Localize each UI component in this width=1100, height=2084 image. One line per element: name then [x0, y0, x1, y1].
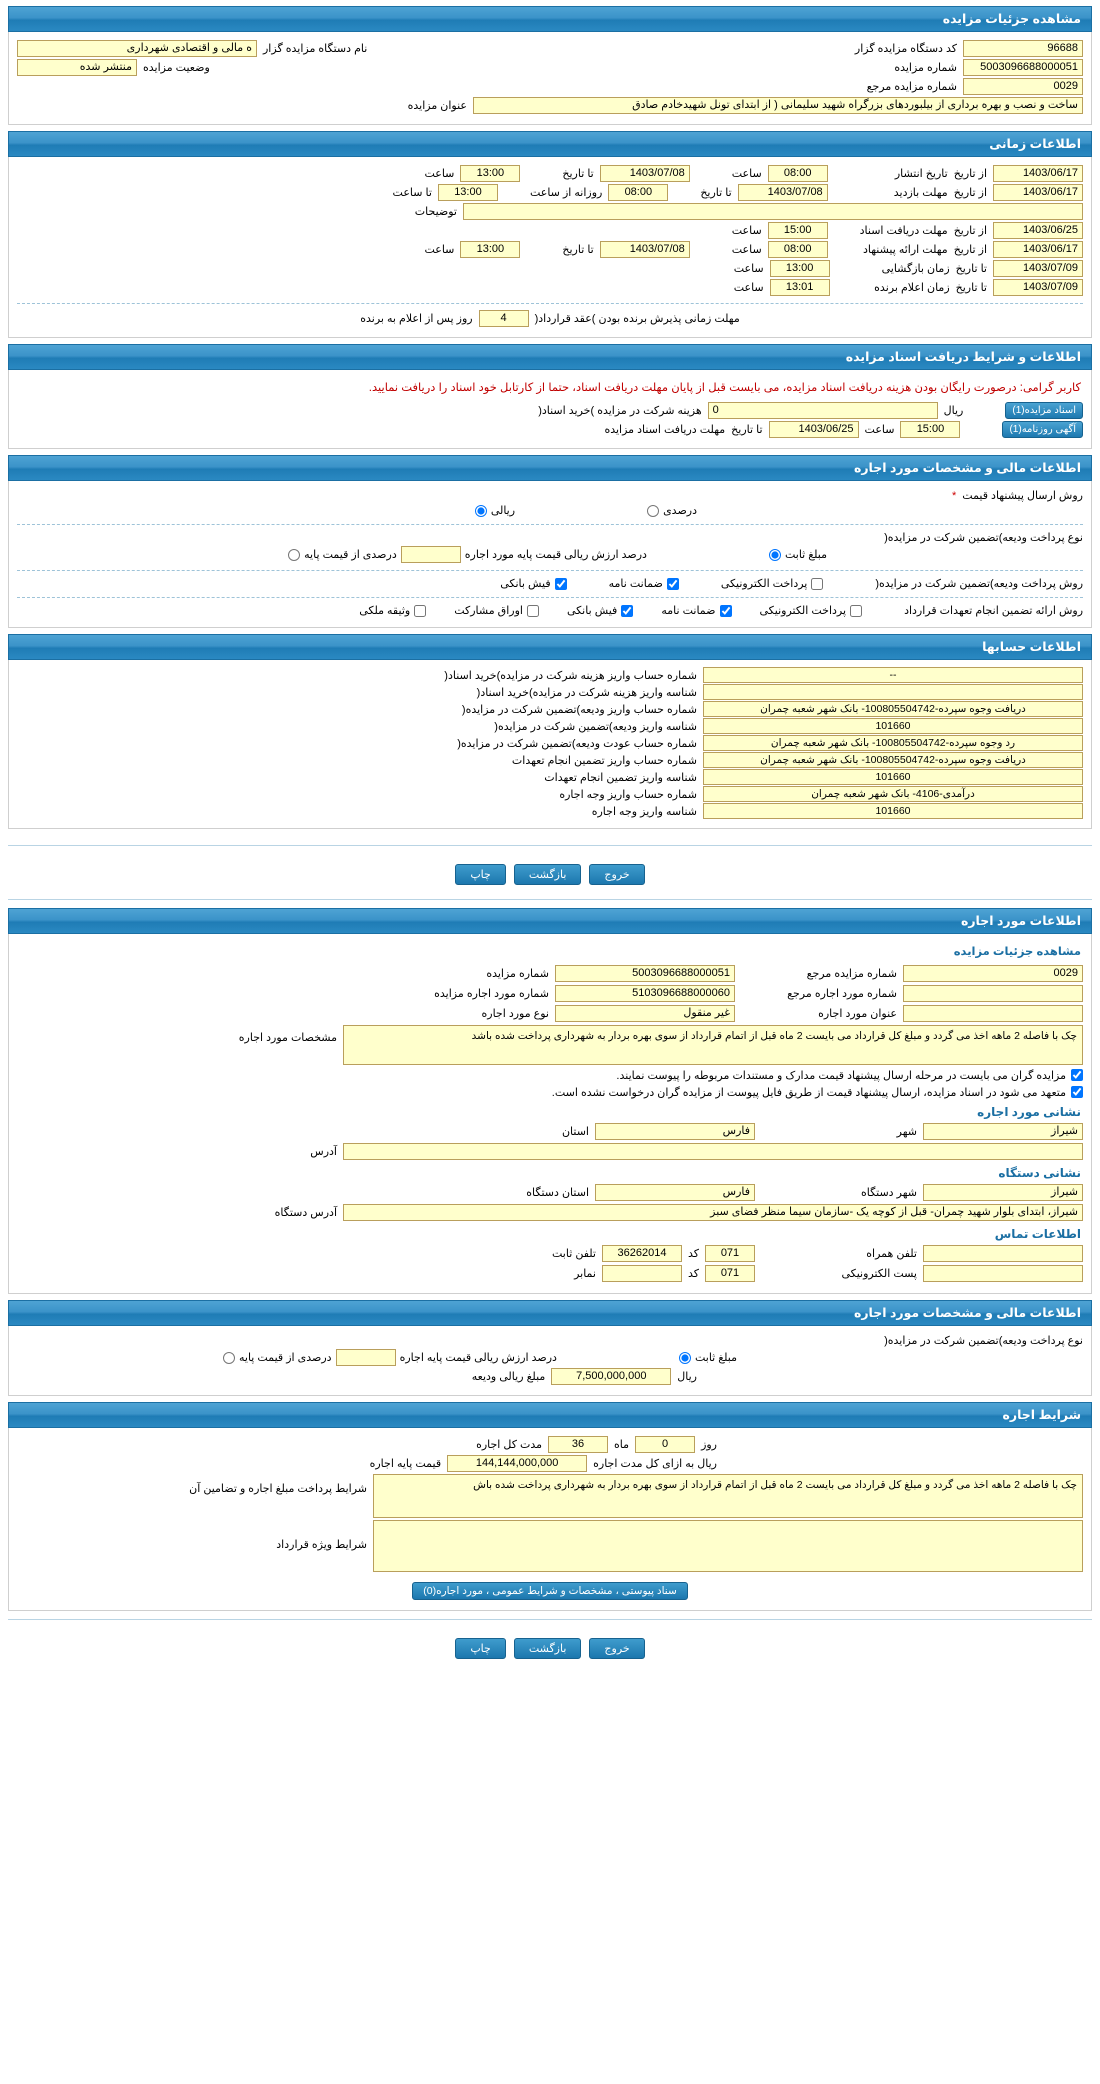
phone-code-label: کد — [687, 1248, 699, 1260]
offer-from-date[interactable]: 1403/06/17 — [993, 241, 1083, 258]
deposit-amount-value[interactable]: 7,500,000,000 — [551, 1368, 671, 1385]
g-bankslip-label: فیش بانکی — [566, 605, 618, 617]
org-province-value[interactable]: فارس — [595, 1184, 755, 1201]
visit-daily-from[interactable]: 08:00 — [608, 184, 668, 201]
row-visit — [17, 184, 1083, 201]
percent2-base-value[interactable] — [336, 1349, 396, 1366]
section-header-rent-terms: شرایط اجاره — [8, 1402, 1092, 1428]
accept-label-pre: مهلت زمانی پذیرش برنده بودن )عقد قرارداد( — [534, 313, 740, 325]
email-value[interactable] — [923, 1265, 1083, 1282]
months-value[interactable]: 36 — [548, 1436, 608, 1453]
g-deed-label: وثیقه ملکی — [359, 605, 411, 617]
winner-date-label: تا تاریخ — [955, 282, 987, 294]
visit-daily-to[interactable]: 13:00 — [438, 184, 498, 201]
open-date-label: تا تاریخ — [955, 263, 987, 275]
checkbox-pay-electronic[interactable] — [811, 578, 823, 590]
offer-label: مهلت ارائه پیشنهاد — [862, 244, 948, 256]
days-unit-label: روز — [701, 1439, 717, 1451]
publish-to-hour[interactable]: 13:00 — [460, 165, 520, 182]
visit-from-label: از تاریخ — [953, 187, 987, 199]
visit-from-date[interactable]: 1403/06/17 — [993, 184, 1083, 201]
rent-subtitle: مشاهده جزئیات مزایده — [953, 946, 1081, 958]
account-row — [17, 752, 1083, 768]
rent-addr-value[interactable] — [343, 1143, 1083, 1160]
row-deposit-options — [17, 546, 1083, 563]
docs-currency: ریال — [943, 405, 964, 417]
account-row — [17, 803, 1083, 819]
account-value[interactable]: دریافت وجوه سپرده-100805504742- بانک شهر شعبه چمران — [703, 752, 1083, 768]
divider — [8, 1619, 1092, 1620]
account-value[interactable]: -- — [703, 667, 1083, 683]
row-rent-address — [17, 1123, 1083, 1140]
checkbox-g-bankslip[interactable] — [621, 605, 633, 617]
publish-from-hour[interactable]: 08:00 — [768, 165, 828, 182]
account-label: شناسه واریز ودیعه)تضمین شرکت در مزایده( — [494, 720, 697, 733]
option-pay-guarantee[interactable] — [609, 577, 679, 590]
rent-province-label: استان — [561, 1126, 589, 1138]
phone-label: تلفن ثابت — [552, 1248, 596, 1260]
row-docs-deadline — [17, 421, 1083, 438]
option-g-electronic[interactable] — [760, 604, 863, 617]
offer-hour-label: ساعت — [731, 244, 762, 256]
email-label: پست الکترونیکی — [841, 1268, 917, 1280]
rent-title-value[interactable] — [903, 1005, 1083, 1022]
offer-to-date[interactable]: 1403/07/08 — [600, 241, 690, 258]
rent-ref-value[interactable] — [903, 985, 1083, 1002]
row-guarantee-method — [17, 604, 1083, 617]
visit-daily-to-label: تا ساعت — [392, 187, 432, 199]
rent-province-value[interactable]: فارس — [595, 1123, 755, 1140]
row-rent-addr — [17, 1143, 1083, 1160]
newspaper-ads-button[interactable]: آگهی روزنامه(1) — [1002, 421, 1083, 438]
percent-base-value[interactable] — [401, 546, 461, 563]
winner-hour[interactable]: 13:01 — [770, 279, 830, 296]
rent-type-value[interactable]: غیر منقول — [555, 1005, 735, 1022]
docs-warning: کاربر گرامی: درصورت رایگان بودن هزینه دریافت اسناد مزایده، می بایست قبل از پایان مهلت دریافت اسناد، حتما از کارتابل خود اسناد را دریافت نمایید. — [368, 382, 1081, 394]
auction-title-label: عنوان مزایده — [407, 100, 467, 112]
print-button-bottom[interactable]: چاپ — [455, 1638, 506, 1659]
mobile-value[interactable] — [923, 1245, 1083, 1262]
publish-to-hour-label: ساعت — [424, 168, 455, 180]
special-terms-label: شرایط ویژه قرارداد — [276, 1539, 367, 1551]
fax-value[interactable] — [602, 1265, 682, 1282]
visit-to-date[interactable]: 1403/07/08 — [738, 184, 828, 201]
publish-from-label: از تاریخ — [953, 168, 987, 180]
deposit2-type-label: نوع پرداخت ودیعه)تضمین شرکت در مزایده( — [884, 1335, 1083, 1347]
docs-cost-label: هزینه شرکت در مزایده )خرید اسناد( — [538, 405, 702, 417]
account-row — [17, 718, 1083, 734]
checkbox-g-electronic[interactable] — [850, 605, 862, 617]
publish-to-date[interactable]: 1403/07/08 — [600, 165, 690, 182]
desc-value[interactable] — [463, 203, 1083, 220]
financial-panel — [8, 481, 1092, 628]
rent-city-label: شهر — [896, 1126, 917, 1138]
option-g-guarantee[interactable] — [661, 604, 731, 617]
option-fixed-amount[interactable] — [769, 548, 827, 561]
row-org-address — [17, 1184, 1083, 1201]
rent-panel — [8, 934, 1092, 1294]
option-percent-base[interactable] — [288, 546, 647, 563]
fax-code-label: کد — [687, 1268, 699, 1280]
row-rent-type — [17, 1005, 1083, 1022]
account-row — [17, 786, 1083, 802]
doc-receive-hour-label: ساعت — [731, 225, 762, 237]
open-hour[interactable]: 13:00 — [770, 260, 830, 277]
status-label: وضعیت مزایده — [143, 62, 210, 74]
winner-hour-label: ساعت — [733, 282, 764, 294]
account-value[interactable] — [703, 684, 1083, 700]
account-row — [17, 769, 1083, 785]
account-label: شماره حساب عودت ودیعه)تضمین شرکت در مزایده( — [457, 737, 697, 750]
account-label: شماره حساب واریز هزینه شرکت در مزایده)خرید اسناد( — [444, 669, 697, 682]
rent-auction-no-label: شماره مزایده — [486, 968, 549, 980]
radio2-percent-base[interactable] — [223, 1352, 235, 1364]
rent-checkbox-1-row — [17, 1069, 1083, 1082]
row-deposit2-options — [17, 1349, 1083, 1366]
account-value[interactable]: 101660 — [703, 718, 1083, 734]
account-row — [17, 701, 1083, 717]
radio-percent[interactable] — [647, 505, 659, 517]
rent-no-label: شماره مورد اجاره مزایده — [434, 988, 549, 1000]
deposit-method-label: روش پرداخت ودیعه)تضمین شرکت در مزایده( — [875, 578, 1083, 590]
winner-date[interactable]: 1403/07/09 — [993, 279, 1083, 296]
option-pay-bankslip[interactable] — [500, 577, 566, 590]
section-header-docs: اطلاعات و شرایط دریافت اسناد مزایده — [8, 344, 1092, 370]
deposit-currency-label: ریال — [677, 1371, 697, 1383]
row-price-method-label — [17, 489, 1083, 502]
required-star: * — [951, 489, 957, 502]
row-special-terms — [17, 1520, 1083, 1572]
exit-button-bottom[interactable]: خروج — [589, 1638, 644, 1659]
open-label: زمان بازگشایی — [881, 263, 950, 275]
row-rent-numbers-2 — [17, 985, 1083, 1002]
row-winner — [17, 279, 1083, 296]
phone-value[interactable]: 36262014 — [602, 1245, 682, 1262]
option-rial-label: ریالی — [490, 505, 516, 517]
publish-from-date[interactable]: 1403/06/17 — [993, 165, 1083, 182]
publish-hour-label: ساعت — [731, 168, 762, 180]
percent2-suffix-label: درصد ارزش ریالی قیمت پایه اجاره — [399, 1352, 557, 1364]
account-value[interactable]: 101660 — [703, 769, 1083, 785]
pay-terms-value[interactable]: چک با فاصله 2 ماهه اخذ می گردد و مبلغ کل قرارداد می بایست 2 ماه قبل از اتمام قرارداد از سوی بهره بردار به شهرداری پرداخت شده باش — [373, 1474, 1083, 1518]
row-desc — [17, 203, 1083, 220]
row-offer — [17, 241, 1083, 258]
auction-number-value[interactable]: 5003096688000051 — [963, 59, 1083, 76]
rent-ref-label: شماره مورد اجاره مرجع — [787, 988, 897, 1000]
row-rent-numbers-1 — [17, 965, 1083, 982]
rent-checkbox-2-row — [17, 1086, 1083, 1099]
section-header-financial: اطلاعات مالی و مشخصات مورد اجاره — [8, 455, 1092, 481]
account-label: شماره حساب واریز وجه اجاره — [559, 788, 697, 801]
rent-spec-value[interactable]: چک با فاصله 2 ماهه اخذ می گردد و مبلغ کل قرارداد می بایست 2 ماه قبل از اتمام قرارداد از سوی بهره بردار به شهرداری پرداخت شده باشد — [343, 1025, 1083, 1065]
auction-code-value[interactable]: 96688 — [963, 40, 1083, 57]
org-city-value[interactable]: شیراز — [923, 1184, 1083, 1201]
row-deposit-method — [17, 577, 1083, 590]
option-g-partnership[interactable] — [454, 604, 539, 617]
open-hour-label: ساعت — [733, 263, 764, 275]
rent-checkbox-1-label: مزایده گران می بایست در مرحله ارسال پیشنهاد قیمت مدارک و مستندات مربوطه را پیوست نمایند. — [616, 1070, 1066, 1082]
radio-rial[interactable] — [475, 505, 487, 517]
base-price-unit: ریال به ازای کل مدت اجاره — [593, 1458, 717, 1470]
doc-receive-date[interactable]: 1403/06/25 — [993, 222, 1083, 239]
doc-receive-hour[interactable]: 15:00 — [768, 222, 828, 239]
row-rent-spec — [17, 1025, 1083, 1065]
option-rial[interactable] — [475, 504, 515, 517]
g-partnership-label: اوراق مشارکت — [454, 605, 523, 617]
row-pay-terms — [17, 1474, 1083, 1518]
auction-documents-button[interactable]: اسناد مزایده(1) — [1005, 402, 1083, 419]
row-deposit-amount — [17, 1368, 1083, 1385]
accept-days-value[interactable]: 4 — [479, 310, 529, 327]
auction-code-label: کد دستگاه مزایده گزار — [854, 43, 957, 55]
rent-spec-label: مشخصات مورد اجاره — [238, 1032, 337, 1044]
account-value[interactable]: 101660 — [703, 803, 1083, 819]
row-contact-2 — [17, 1265, 1083, 1282]
divider — [8, 845, 1092, 846]
radio-percent-base[interactable] — [288, 549, 300, 561]
org-addr-value[interactable]: شیراز، ابتدای بلوار شهید چمران- قبل از کوچه یک -سازمان سیما منظر فضای سبز — [343, 1204, 1083, 1221]
time-panel — [8, 157, 1092, 338]
section-header-time: اطلاعات زمانی — [8, 131, 1092, 157]
account-value[interactable]: دریافت وجوه سپرده-100805504742- بانک شهر شعبه چمران — [703, 701, 1083, 717]
docs-deadline-hour[interactable]: 15:00 — [900, 421, 960, 438]
open-date[interactable]: 1403/07/09 — [993, 260, 1083, 277]
days-value[interactable]: 0 — [635, 1436, 695, 1453]
pay-guarantee-label: ضمانت نامه — [608, 578, 663, 590]
divider — [17, 524, 1083, 525]
org-addr-label: آدرس دستگاه — [274, 1207, 337, 1219]
option2-fixed-label: مبلغ ثابت — [694, 1352, 737, 1364]
winner-label: زمان اعلام برنده — [874, 282, 950, 294]
checkbox-pay-guarantee[interactable] — [667, 578, 679, 590]
row-deposit-label — [17, 531, 1083, 544]
org-address-title: نشانی دستگاه — [998, 1166, 1081, 1180]
radio-fixed[interactable] — [769, 549, 781, 561]
docs-cost-value[interactable]: 0 — [708, 402, 938, 419]
org-label: نام دستگاه مزایده گزار — [263, 43, 368, 55]
row-accept — [17, 310, 1083, 327]
row-org-addr — [17, 1204, 1083, 1221]
row-publish — [17, 165, 1083, 182]
auction-number-label: شماره مزایده — [894, 62, 957, 74]
publish-to-label: تا تاریخ — [562, 168, 594, 180]
checkbox-no-attachment-required[interactable] — [1071, 1086, 1083, 1098]
base-price-value[interactable]: 144,144,000,000 — [447, 1455, 587, 1472]
option-g-bankslip[interactable] — [567, 604, 633, 617]
row-docs-cost — [17, 402, 1083, 419]
row-org — [17, 40, 1083, 57]
row-title — [17, 97, 1083, 114]
divider — [17, 570, 1083, 571]
auction-ref-value[interactable]: 0029 — [963, 78, 1083, 95]
percent-suffix-label: درصد ارزش ریالی قیمت پایه مورد اجاره — [464, 549, 647, 561]
contact-title: اطلاعات تماس — [994, 1227, 1081, 1241]
fax-label: نمابر — [574, 1268, 596, 1280]
financial2-panel — [8, 1326, 1092, 1396]
rent-addr-label: آدرس — [310, 1146, 337, 1158]
account-label: شناسه واریز هزینه شرکت در مزایده)خرید اسناد( — [476, 686, 697, 699]
status-value[interactable]: منتشر شده — [17, 59, 137, 76]
account-value[interactable]: رد وجوه سپرده-100805504742- بانک شهر شعبه چمران — [703, 735, 1083, 751]
account-label: شناسه واریز تضمین انجام تعهدات — [544, 771, 697, 784]
section-header-accounts: اطلاعات حسابها — [8, 634, 1092, 660]
pay-terms-label: شرایط پرداخت مبلغ اجاره و تضامین آن — [189, 1483, 367, 1495]
account-row — [17, 684, 1083, 700]
checkbox-g-partnership[interactable] — [527, 605, 539, 617]
base-price-label: قیمت پایه اجاره — [369, 1458, 442, 1470]
g-guarantee-label: ضمانت نامه — [661, 605, 716, 617]
doc-receive-from-label: از تاریخ — [953, 225, 987, 237]
row-attachments — [17, 1582, 1083, 1600]
offer-to-hour[interactable]: 13:00 — [460, 241, 520, 258]
phone-code-value[interactable]: 071 — [705, 1245, 755, 1262]
option-percent[interactable] — [647, 504, 697, 517]
visit-label: مهلت بازدید — [893, 187, 948, 199]
option2-percent-base-label: درصدی از قیمت پایه — [239, 1352, 332, 1364]
divider — [17, 303, 1083, 304]
rent-no-value[interactable]: 5103096688000060 — [555, 985, 735, 1002]
account-row — [17, 667, 1083, 683]
doc-receive-label: مهلت دریافت اسناد — [859, 225, 948, 237]
attachments-button[interactable]: سناد پیوستی ، مشخصات و شرایط عمومی ، مورد اجاره(0) — [412, 1582, 687, 1600]
radio2-fixed[interactable] — [679, 1352, 691, 1364]
rent-ref-no-label: شماره مزایده مرجع — [806, 968, 897, 980]
docs-deadline-hour-label: ساعت — [864, 424, 895, 436]
offer-from-hour[interactable]: 08:00 — [768, 241, 828, 258]
row-ref — [17, 78, 1083, 95]
divider — [17, 597, 1083, 598]
visit-to-label: تا تاریخ — [700, 187, 732, 199]
option-g-deed[interactable] — [359, 604, 426, 617]
rent-auction-no-value[interactable]: 5003096688000051 — [555, 965, 735, 982]
fax-code-value[interactable]: 071 — [705, 1265, 755, 1282]
org-value[interactable]: ه مالی و اقتصادی شهرداری — [17, 40, 257, 57]
checkbox-pay-bankslip[interactable] — [555, 578, 567, 590]
details-panel — [8, 32, 1092, 125]
docs-deadline-date[interactable]: 1403/06/25 — [769, 421, 859, 438]
mobile-label: تلفن همراه — [866, 1248, 917, 1260]
divider — [8, 899, 1092, 900]
exit-button[interactable]: خروج — [589, 864, 644, 885]
deposit-type-label: نوع پرداخت ودیعه)تضمین شرکت در مزایده( — [884, 532, 1083, 544]
auction-title-value[interactable]: ساخت و نصب و بهره برداری از بیلبوردهای بزرگراه شهید سلیمانی ( از ابتدای تونل شهیدخادم صادق — [473, 97, 1083, 114]
back-button-bottom[interactable]: بازگشت — [514, 1638, 582, 1659]
desc-label: توضیحات — [414, 206, 457, 218]
months-unit-label: ماه — [614, 1439, 630, 1451]
checkbox-g-guarantee[interactable] — [720, 605, 732, 617]
publish-label: تاریخ انتشار — [894, 168, 948, 180]
docs-panel — [8, 370, 1092, 449]
special-terms-value[interactable] — [373, 1520, 1083, 1572]
deposit-amount-label: مبلغ ریالی ودیعه — [471, 1371, 546, 1383]
option-pay-electronic[interactable] — [721, 577, 824, 590]
account-label: شماره حساب واریز ودیعه)تضمین شرکت در مزایده( — [461, 703, 697, 716]
print-button[interactable]: چاپ — [455, 864, 506, 885]
price-method-label: روش ارسال پیشنهاد قیمت — [962, 490, 1083, 502]
row-doc-receive — [17, 222, 1083, 239]
guarantee-method-label: روش ارائه تضمین انجام تعهدات قرارداد — [904, 605, 1083, 617]
duration-label: مدت کل اجاره — [476, 1439, 543, 1451]
account-label: شناسه واریز وجه اجاره — [591, 805, 697, 818]
row-base-price — [17, 1455, 1083, 1472]
section-header-financial2: اطلاعات مالی و مشخصات مورد اجاره — [8, 1300, 1092, 1326]
rent-checkbox-2-label: متعهد می شود در اسناد مزایده، ارسال پیشنهاد قیمت از طریق فایل پیوست از مزایده گران درخواست نشده است. — [551, 1087, 1066, 1099]
checkbox-attach-docs[interactable] — [1071, 1069, 1083, 1081]
option-percent-label: درصدی — [663, 505, 697, 517]
accept-label-post: روز پس از اعلام به برنده — [360, 313, 473, 325]
docs-deadline-to-label: تا تاریخ — [731, 424, 763, 436]
accounts-panel — [8, 660, 1092, 829]
org-province-label: استان دستگاه — [526, 1187, 589, 1199]
pay-electronic-label: پرداخت الکترونیکی — [720, 578, 808, 590]
checkbox-g-deed[interactable] — [414, 605, 426, 617]
row-deposit2-label — [17, 1334, 1083, 1347]
rent-type-label: نوع مورد اجاره — [481, 1008, 549, 1020]
rent-terms-panel — [8, 1428, 1092, 1611]
auction-details-page — [0, 6, 1100, 1675]
option2-percent-base[interactable] — [223, 1349, 557, 1366]
pay-bankslip-label: فیش بانکی — [500, 578, 551, 590]
account-label: شماره حساب واریز تضمین انجام تعهدات — [511, 754, 697, 767]
account-row — [17, 735, 1083, 751]
option-fixed-label: مبلغ ثابت — [784, 549, 827, 561]
row-number — [17, 59, 1083, 76]
option-percent-base-label: درصدی از قیمت پایه — [304, 549, 397, 561]
offer-from-label: از تاریخ — [953, 244, 987, 256]
offer-to-hour-label: ساعت — [424, 244, 455, 256]
account-value[interactable]: درآمدی-4106- بانک شهر شعبه چمران — [703, 786, 1083, 802]
rent-ref-no-value[interactable]: 0029 — [903, 965, 1083, 982]
rent-address-title: نشانی مورد اجاره — [977, 1105, 1081, 1119]
section-header-rent: اطلاعات مورد اجاره — [8, 908, 1092, 934]
visit-daily-label: روزانه از ساعت — [529, 187, 603, 199]
auction-ref-label: شماره مزایده مرجع — [866, 81, 957, 93]
g-electronic-label: پرداخت الکترونیکی — [759, 605, 847, 617]
row-contact-1 — [17, 1245, 1083, 1262]
offer-to-label: تا تاریخ — [562, 244, 594, 256]
section-header-details: مشاهده جزئیات مزایده — [8, 6, 1092, 32]
rent-title-label: عنوان مورد اجاره — [818, 1008, 897, 1020]
back-button[interactable]: بازگشت — [514, 864, 582, 885]
button-row-top — [8, 854, 1092, 891]
button-row-bottom — [8, 1628, 1092, 1665]
option2-fixed-amount[interactable] — [679, 1351, 737, 1364]
docs-deadline-label: مهلت دریافت اسناد مزایده — [604, 424, 726, 436]
org-city-label: شهر دستگاه — [860, 1187, 917, 1199]
row-open — [17, 260, 1083, 277]
row-duration — [17, 1436, 1083, 1453]
row-price-method-options — [17, 504, 1083, 517]
rent-city-value[interactable]: شیراز — [923, 1123, 1083, 1140]
